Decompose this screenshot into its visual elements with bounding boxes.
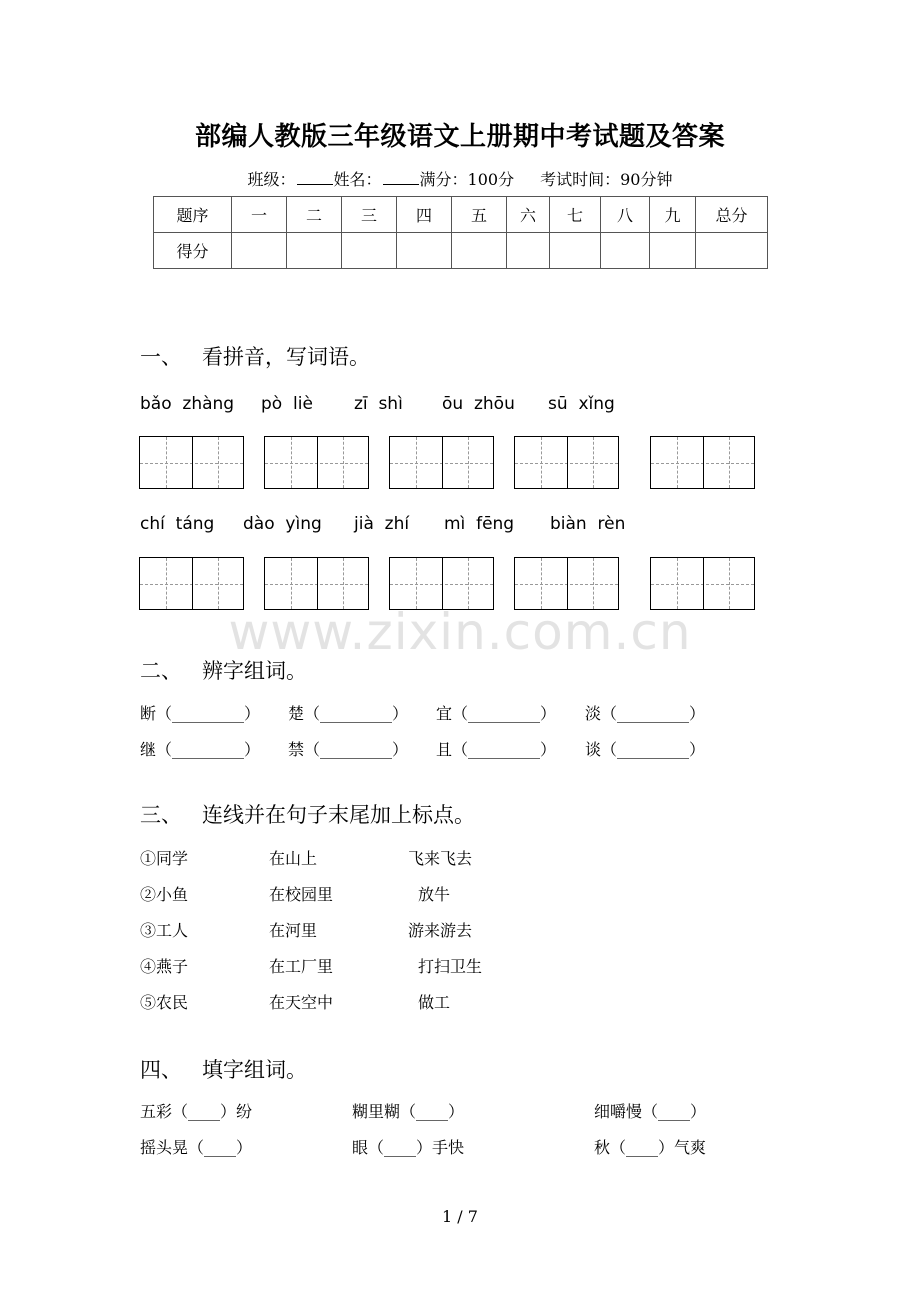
pinyin-label: dào yìng — [243, 514, 322, 534]
writing-grid[interactable] — [139, 436, 244, 489]
table-header-cell: 总分 — [696, 197, 768, 233]
match-action[interactable]: 打扫卫生 — [418, 957, 483, 976]
score-cell[interactable] — [507, 233, 550, 269]
table-header-cell: 七 — [550, 197, 601, 233]
section-3-heading — [140, 799, 475, 829]
word-item: 楚（_________） — [288, 704, 409, 723]
pinyin-label: pò liè — [261, 394, 313, 414]
score-cell[interactable] — [397, 233, 452, 269]
watermark: www.zixin.com.cn — [228, 603, 692, 661]
idiom-item: 眼（____）手快 — [352, 1138, 465, 1157]
document-title: 部编人教版三年级语文上册期中考试题及答案 — [194, 122, 725, 152]
writing-grid[interactable] — [650, 436, 755, 489]
match-subject[interactable]: ①同学 — [140, 849, 189, 868]
match-place[interactable]: 在山上 — [269, 849, 318, 868]
match-subject[interactable]: ④燕子 — [140, 957, 189, 976]
score-table — [153, 196, 768, 269]
table-header-cell: 四 — [397, 197, 452, 233]
score-cell[interactable] — [287, 233, 342, 269]
table-header-cell: 一 — [232, 197, 287, 233]
section-title: 看拼音，写词语。 — [202, 345, 370, 369]
match-subject[interactable]: ⑤农民 — [140, 993, 189, 1012]
full-score: 满分：100分 — [419, 170, 515, 189]
word-item: 谈（_________） — [585, 740, 706, 759]
table-header-cell: 题序 — [154, 197, 232, 233]
class-label: 班级： — [247, 170, 296, 189]
pinyin-label: bǎo zhàng — [140, 394, 235, 414]
word-item: 禁（_________） — [288, 740, 409, 759]
section-number: 一、 — [140, 345, 182, 369]
pinyin-label: zī shì — [354, 394, 403, 414]
idiom-item: 摇头晃（____） — [140, 1138, 253, 1157]
table-header-cell: 八 — [601, 197, 650, 233]
idiom-item: 糊里糊（____） — [352, 1102, 465, 1121]
word-item: 断（_________） — [140, 704, 261, 723]
pinyin-label: chí táng — [140, 514, 215, 534]
exam-time: 考试时间：90分钟 — [540, 170, 673, 189]
score-table-score-row — [154, 233, 768, 269]
idiom-item: 五彩（____）纷 — [140, 1102, 253, 1121]
writing-grid[interactable] — [514, 436, 619, 489]
match-action[interactable]: 游来游去 — [408, 921, 473, 940]
section-2-heading — [140, 655, 307, 685]
section-1-heading — [140, 341, 370, 371]
pinyin-label: sū xǐng — [548, 394, 615, 414]
class-blank[interactable] — [297, 170, 333, 185]
idiom-item: 秋（____）气爽 — [594, 1138, 707, 1157]
section-title: 辨字组词。 — [202, 659, 307, 683]
match-place[interactable]: 在校园里 — [269, 885, 334, 904]
match-subject[interactable]: ②小鱼 — [140, 885, 189, 904]
score-cell[interactable] — [601, 233, 650, 269]
name-blank[interactable] — [383, 170, 419, 185]
score-cell[interactable] — [550, 233, 601, 269]
pinyin-label: ōu zhōu — [442, 394, 515, 414]
pinyin-label: jià zhí — [354, 514, 410, 534]
score-table-header-row — [154, 197, 768, 233]
match-action[interactable]: 飞来飞去 — [408, 849, 473, 868]
word-item: 且（_________） — [436, 740, 557, 759]
table-header-cell: 九 — [650, 197, 696, 233]
page-number: 1 / 7 — [442, 1207, 478, 1226]
section-title: 填字组词。 — [202, 1058, 307, 1082]
score-cell[interactable] — [650, 233, 696, 269]
idiom-item: 细嚼慢（____） — [594, 1102, 707, 1121]
pinyin-label: biàn rèn — [550, 514, 626, 534]
score-cell[interactable] — [232, 233, 287, 269]
section-number: 二、 — [140, 659, 182, 683]
section-title: 连线并在句子末尾加上标点。 — [202, 803, 475, 827]
table-header-cell: 二 — [287, 197, 342, 233]
section-number: 三、 — [140, 803, 182, 827]
match-subject[interactable]: ③工人 — [140, 921, 189, 940]
table-header-cell: 三 — [342, 197, 397, 233]
score-cell[interactable] — [342, 233, 397, 269]
section-4-heading — [140, 1054, 307, 1084]
exam-info — [0, 167, 920, 190]
pinyin-label: mì fēng — [444, 514, 515, 534]
writing-grid[interactable] — [264, 436, 369, 489]
word-item: 继（_________） — [140, 740, 261, 759]
name-label: 姓名： — [333, 170, 382, 189]
match-action[interactable]: 做工 — [418, 993, 451, 1012]
section-number: 四、 — [140, 1058, 182, 1082]
match-place[interactable]: 在河里 — [269, 921, 318, 940]
table-header-cell: 六 — [507, 197, 550, 233]
score-cell[interactable] — [696, 233, 768, 269]
score-row-label: 得分 — [154, 233, 232, 269]
table-header-cell: 五 — [452, 197, 507, 233]
word-item: 宜（_________） — [436, 704, 557, 723]
writing-grid[interactable] — [389, 436, 494, 489]
match-place[interactable]: 在天空中 — [269, 993, 334, 1012]
score-cell[interactable] — [452, 233, 507, 269]
match-place[interactable]: 在工厂里 — [269, 957, 334, 976]
match-action[interactable]: 放牛 — [418, 885, 451, 904]
word-item: 淡（_________） — [585, 704, 706, 723]
